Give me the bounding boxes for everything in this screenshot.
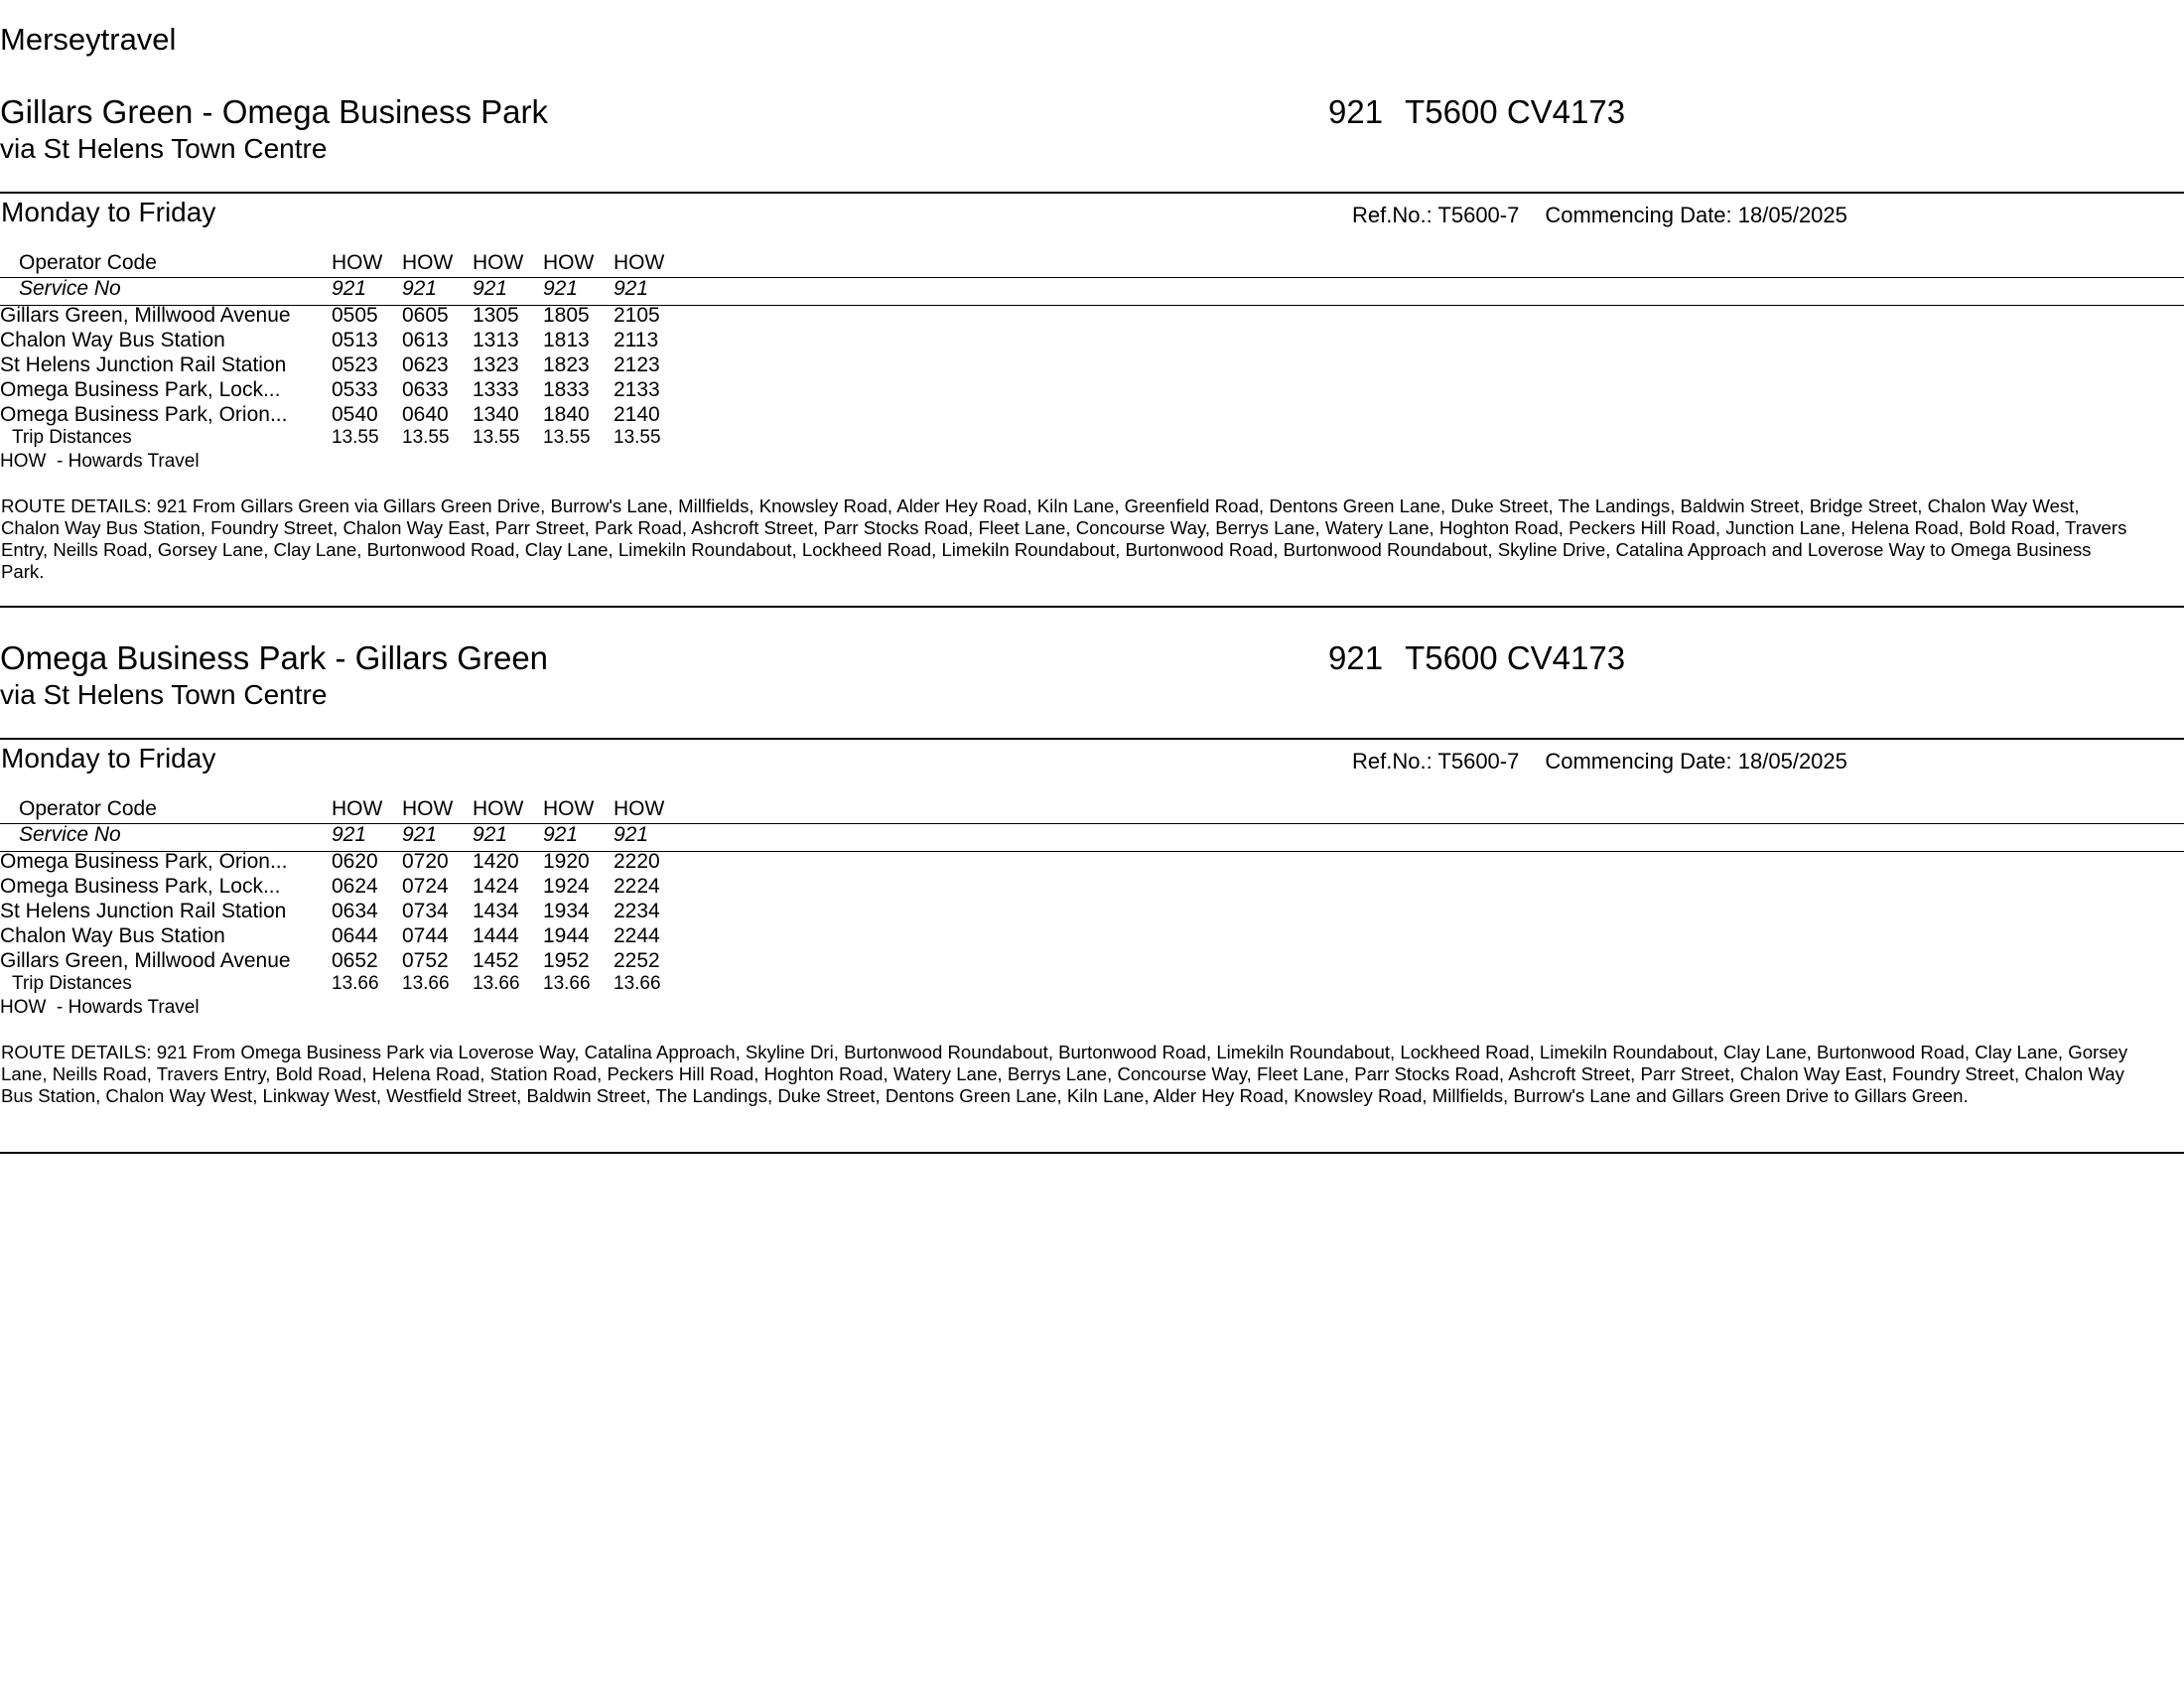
distance-row (0, 973, 684, 994)
trip-distance: 13.66 (473, 973, 520, 994)
departure-time: 1452 (473, 949, 519, 972)
reference-number: Ref.No.: T5600-7 (1352, 203, 1520, 227)
departure-time: 0505 (332, 304, 378, 327)
operator-code: HOW (543, 251, 595, 274)
route-title: Omega Business Park - Gillars Green (0, 639, 549, 676)
distance-label: Trip Distances (12, 427, 132, 448)
departure-time: 0523 (332, 353, 378, 376)
departure-time: 1823 (543, 353, 590, 376)
stop-row (0, 303, 684, 328)
stop-name: St Helens Junction Rail Station (0, 353, 287, 376)
departure-time: 0513 (332, 329, 378, 352)
timetable-grid (0, 250, 684, 448)
service-number-cell: 921 (614, 277, 649, 300)
departure-time: 1805 (543, 304, 590, 327)
operator-label: Operator Code (19, 251, 157, 274)
stop-row (0, 948, 684, 973)
departure-time: 2252 (614, 949, 660, 972)
departure-time: 0752 (402, 949, 449, 972)
departure-time: 1840 (543, 403, 590, 426)
stop-name: St Helens Junction Rail Station (0, 900, 287, 922)
departure-time: 0540 (332, 403, 378, 426)
stop-row (0, 328, 684, 352)
licence-code: CV4173 (1506, 639, 1626, 676)
operator-row (0, 796, 684, 821)
departure-time: 2113 (614, 329, 659, 352)
operator-code: HOW (614, 251, 665, 274)
operator-code: HOW (332, 251, 383, 274)
trip-distance: 13.66 (402, 973, 450, 994)
departure-time: 1420 (473, 850, 519, 873)
trip-distance: 13.55 (332, 427, 379, 448)
departure-time: 2224 (614, 875, 660, 898)
departure-time: 1323 (473, 353, 519, 376)
departure-time: 1444 (473, 924, 519, 947)
commencing-date: Commencing Date: 18/05/2025 (1545, 203, 1847, 227)
departure-time: 1833 (543, 378, 590, 401)
trip-distance: 13.66 (614, 973, 661, 994)
departure-time: 0605 (402, 304, 449, 327)
timetable-grid (0, 796, 684, 994)
stop-name: Omega Business Park, Orion... (0, 403, 288, 426)
departure-time: 1305 (473, 304, 519, 327)
departure-time: 0533 (332, 378, 378, 401)
route-via: via St Helens Town Centre (0, 679, 328, 710)
stop-row (0, 377, 684, 402)
departure-time: 2220 (614, 850, 660, 873)
service-number-cell: 921 (332, 277, 367, 300)
stop-name: Omega Business Park, Orion... (0, 850, 288, 873)
departure-time: 0640 (402, 403, 449, 426)
licence-code: CV4173 (1506, 93, 1626, 130)
stop-row (0, 899, 684, 923)
trip-distance: 13.66 (543, 973, 591, 994)
divider (0, 1152, 2184, 1154)
service-row (0, 275, 684, 303)
departure-time: 0720 (402, 850, 449, 873)
service-number: 921 (1328, 639, 1384, 676)
stop-name: Omega Business Park, Lock... (0, 875, 281, 898)
departure-time: 1313 (473, 329, 519, 352)
stop-row (0, 402, 684, 427)
distance-row (0, 427, 684, 448)
departure-time: 0633 (402, 378, 449, 401)
operator-code: HOW (614, 797, 665, 820)
departure-time: 0620 (332, 850, 378, 873)
departure-time: 2133 (614, 378, 660, 401)
departure-time: 1434 (473, 900, 519, 922)
service-number-cell: 921 (402, 823, 438, 846)
service-number-cell: 921 (402, 277, 438, 300)
timetable-code: T5600 (1405, 639, 1498, 676)
stop-name: Chalon Way Bus Station (0, 924, 225, 947)
trip-distance: 13.55 (543, 427, 591, 448)
departure-time: 0744 (402, 924, 449, 947)
departure-time: 1813 (543, 329, 590, 352)
departure-time: 0624 (332, 875, 378, 898)
departure-time: 2140 (614, 403, 660, 426)
operator-code: HOW (473, 251, 524, 274)
route-title: Gillars Green - Omega Business Park (0, 93, 549, 130)
reference-info (1352, 749, 1847, 774)
departure-time: 0623 (402, 353, 449, 376)
stop-row (0, 923, 684, 948)
divider (0, 192, 2184, 194)
stop-name: Omega Business Park, Lock... (0, 378, 281, 401)
departure-time: 2244 (614, 924, 660, 947)
stop-row (0, 874, 684, 899)
departure-time: 1424 (473, 875, 519, 898)
service-row (0, 821, 684, 849)
stop-row (0, 849, 684, 874)
reference-number: Ref.No.: T5600-7 (1352, 749, 1520, 774)
service-number-cell: 921 (543, 277, 579, 300)
service-label: Service No (19, 823, 121, 846)
operator-code: HOW (543, 797, 595, 820)
departure-time: 1944 (543, 924, 590, 947)
reference-info (1352, 203, 1847, 228)
route-via: via St Helens Town Centre (0, 133, 328, 164)
operating-days: Monday to Friday (1, 197, 216, 227)
trip-distance: 13.55 (614, 427, 661, 448)
departure-time: 1924 (543, 875, 590, 898)
departure-time: 0734 (402, 900, 449, 922)
departure-time: 0634 (332, 900, 378, 922)
route-codes (1328, 639, 1647, 677)
operator-code: HOW (473, 797, 524, 820)
departure-time: 2123 (614, 353, 660, 376)
trip-distance: 13.66 (332, 973, 379, 994)
departure-time: 0724 (402, 875, 449, 898)
commencing-date: Commencing Date: 18/05/2025 (1545, 749, 1847, 774)
service-number-cell: 921 (332, 823, 367, 846)
stop-name: Chalon Way Bus Station (0, 329, 225, 352)
operator-legend: HOW - Howards Travel (0, 451, 200, 472)
service-number: 921 (1328, 93, 1384, 130)
trip-distance: 13.55 (473, 427, 520, 448)
operating-days: Monday to Friday (1, 743, 216, 774)
service-number-cell: 921 (473, 823, 508, 846)
departure-time: 0644 (332, 924, 378, 947)
route-codes (1328, 93, 1647, 131)
operator-code: HOW (332, 797, 383, 820)
distance-label: Trip Distances (12, 973, 132, 994)
divider (0, 606, 2184, 608)
stop-name: Gillars Green, Millwood Avenue (0, 304, 291, 327)
divider (0, 738, 2184, 740)
departure-time: 1934 (543, 900, 590, 922)
timetable-code: T5600 (1405, 93, 1498, 130)
operator-code: HOW (402, 251, 454, 274)
departure-time: 2234 (614, 900, 660, 922)
service-label: Service No (19, 277, 121, 300)
service-number-cell: 921 (543, 823, 579, 846)
departure-time: 1920 (543, 850, 590, 873)
route-details: ROUTE DETAILS: 921 From Omega Business Park via Loverose Way, Catalina Approach, Skyline Dri, Burtonwood Roundabout, Burtonwood Road, Limekiln Roundabout, Lockheed Road, Limekiln Roundabout, Clay Lane, Burtonwood Road, Clay Lane, Gorsey Lane, Neills Road, Travers Entry, Bold Road, Helena Road, Station Road, Peckers Hill Road, Hoghton Road, Watery Lane, Berrys Lane, Concourse Way, Fleet Lane, Parr Stocks Road, Ashcroft Street, Parr Street, Chalon Way East, Foundry Street, Chalon Way Bus Station, Chalon Way West, Linkway West, Westfield Street, Baldwin Street, The Landings, Duke Street, Dentons Green Lane, Kiln Lane, Alder Hey Road, Knowsley Road, Millfields, Burrow's Lane and Gillars Green Drive to Gillars Green. (1, 1042, 2128, 1106)
departure-time: 0613 (402, 329, 449, 352)
departure-time: 0652 (332, 949, 378, 972)
route-details: ROUTE DETAILS: 921 From Gillars Green via Gillars Green Drive, Burrow's Lane, Millfields, Knowsley Road, Alder Hey Road, Kiln Lane, Greenfield Road, Dentons Green Lane, Duke Street, The Landings, Baldwin Street, Bridge Street, Chalon Way West, Chalon Way Bus Station, Foundry Street, Chalon Way East, Parr Street, Park Road, Ashcroft Street, Parr Stocks Road, Fleet Lane, Concourse Way, Berrys Lane, Watery Lane, Hoghton Road, Peckers Hill Road, Junction Lane, Helena Road, Bold Road, Travers Entry, Neills Road, Gorsey Lane, Clay Lane, Burtonwood Road, Clay Lane, Limekiln Roundabout, Lockheed Road, Limekiln Roundabout, Burtonwood Road, Burtonwood Roundabout, Skyline Drive, Catalina Approach and Loverose Way to Omega Business Park. (1, 495, 2127, 582)
service-number-cell: 921 (473, 277, 508, 300)
departure-time: 2105 (614, 304, 660, 327)
operator-code: HOW (402, 797, 454, 820)
operator-legend: HOW - Howards Travel (0, 997, 200, 1018)
trip-distance: 13.55 (402, 427, 450, 448)
organisation-name: Merseytravel (0, 22, 177, 57)
operator-row (0, 250, 684, 275)
stop-name: Gillars Green, Millwood Avenue (0, 949, 291, 972)
departure-time: 1333 (473, 378, 519, 401)
departure-time: 1340 (473, 403, 519, 426)
operator-label: Operator Code (19, 797, 157, 820)
service-number-cell: 921 (614, 823, 649, 846)
stop-row (0, 352, 684, 377)
departure-time: 1952 (543, 949, 590, 972)
